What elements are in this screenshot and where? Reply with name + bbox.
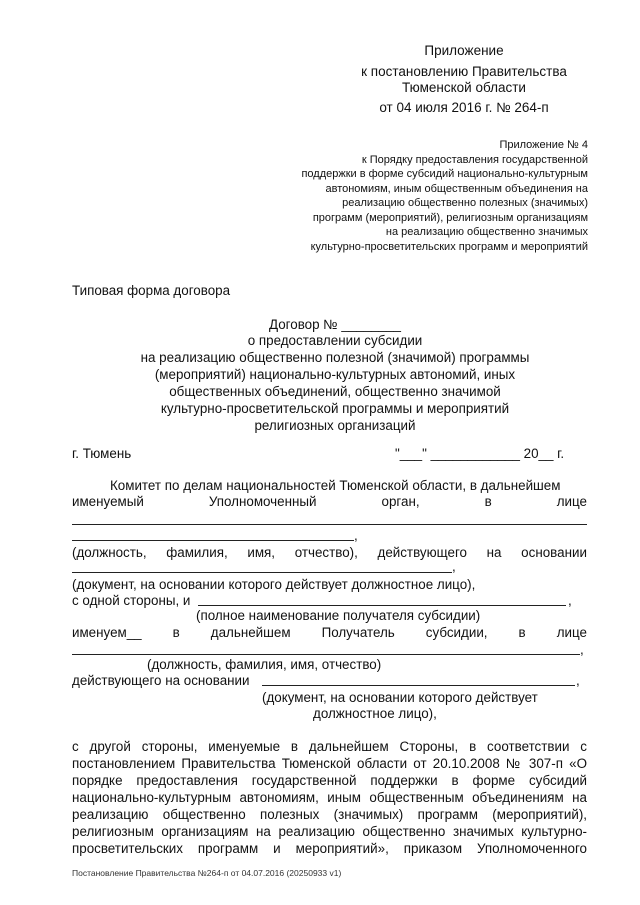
contract-title-line: культурно-просветительской программы и мероприятий [160,401,510,416]
contract-title-line: о предоставлении субсидии [247,333,423,348]
comma: , [568,593,572,608]
appendix-region: Тюменской области [402,80,526,95]
word: субсидии, [425,625,488,640]
contract-number-label: Договор № ________ [269,317,401,332]
comma: , [354,528,358,543]
word: дальнейшем [210,625,291,640]
body-line: порядке предоставления государственной поддержки в форме субсидий [72,773,587,788]
position-note: (должность, фамилия, имя, отчество) [147,657,382,672]
contract-title-line: религиозных организаций [254,418,416,433]
word: лице [556,625,587,640]
annex-line: Приложение № 4 [499,139,588,151]
word: в [484,494,492,509]
fill-line[interactable] [72,540,354,541]
basis-document-field[interactable] [262,685,575,686]
fill-line[interactable] [72,654,580,655]
recipient-name-field[interactable] [198,605,566,606]
word: действующего [377,545,467,560]
word: лице [556,494,587,509]
annex-line: программ (мероприятий), религиозным организациям [312,212,588,224]
acting-label: действующего на основании [72,673,250,688]
comma: , [452,559,456,574]
contract-title-line: общественных объединений, общественно значимой [169,384,501,399]
contract-title-line: на реализацию общественно полезной (значимой) программы [140,350,530,365]
body-line: реализацию общественно полезных (значимых) программ (мероприятий), [72,807,587,822]
body-line: постановлением Правительства Тюменской области от 20.10.2008 № 307-п «О [72,756,587,771]
annex-line: на реализацию общественно значимых [385,226,588,238]
word: именуем__ [72,625,142,640]
word: на [486,545,502,560]
comma: , [580,642,584,657]
annex-line: автономиям, иным общественным объединения на [325,183,588,195]
word: именуемый [72,494,144,509]
contract-place: г. Тюмень [72,446,132,461]
word: в [518,625,526,640]
comma: , [576,673,580,688]
annex-line: культурно-просветительских программ и мероприятий [310,241,588,253]
body-line: с другой стороны, именуемые в дальнейшем Стороны, в соответствии с [72,739,587,754]
word: Уполномоченный [208,494,317,509]
form-title: Типовая форма договора [72,283,231,298]
word: имя, [247,545,276,560]
appendix-date-number: от 04 июля 2016 г. № 264-п [379,100,549,115]
word: (должность, [72,545,147,560]
fill-line[interactable] [72,572,452,573]
document-note: (документ, на основании которого действует [262,690,538,705]
party1-named-row [72,493,587,510]
word: отчество), [294,545,358,560]
position-row [72,544,587,561]
appendix-resolution: к постановлению Правительства [361,64,567,79]
recipient-named-row [72,624,587,641]
annex-line: реализацию общественно полезных (значимых) [342,197,588,209]
body-line: просветительских программ и мероприятий», приказом Уполномоченного [72,841,587,856]
word: орган, [381,494,420,509]
document-note: должностное лицо), [313,706,437,721]
word: Получатель [321,625,395,640]
annex-line: поддержки в форме субсидий национально-культурным [301,168,588,180]
word: фамилия, [166,545,228,560]
page-footer: Постановление Правительства №264-п от 04.07.2016 (20250933 v1) [72,868,342,878]
fill-line[interactable] [72,524,587,525]
body-line: религиозным организациям на реализацию общественно значимых культурно- [72,824,587,839]
body-line: национально-культурным автономиям, иным общественным объединениям на [72,790,587,805]
appendix-label: Приложение [424,43,504,58]
one-side-label: с одной стороны, и [72,593,191,608]
document-note: (документ, на основании которого действует должностное лицо), [72,577,476,592]
recipient-note: (полное наименование получателя субсидии) [196,608,481,623]
annex-line: к Порядку предоставления государственной [361,154,588,166]
word: основании [521,545,587,560]
word: в [172,625,180,640]
contract-title-line: (мероприятий) национально-культурных автономий, иных [154,367,516,382]
contract-date: "___" ____________ 20__ г. [395,446,565,461]
party1-line: Комитет по делам национальностей Тюменской области, в дальнейшем [110,478,561,493]
